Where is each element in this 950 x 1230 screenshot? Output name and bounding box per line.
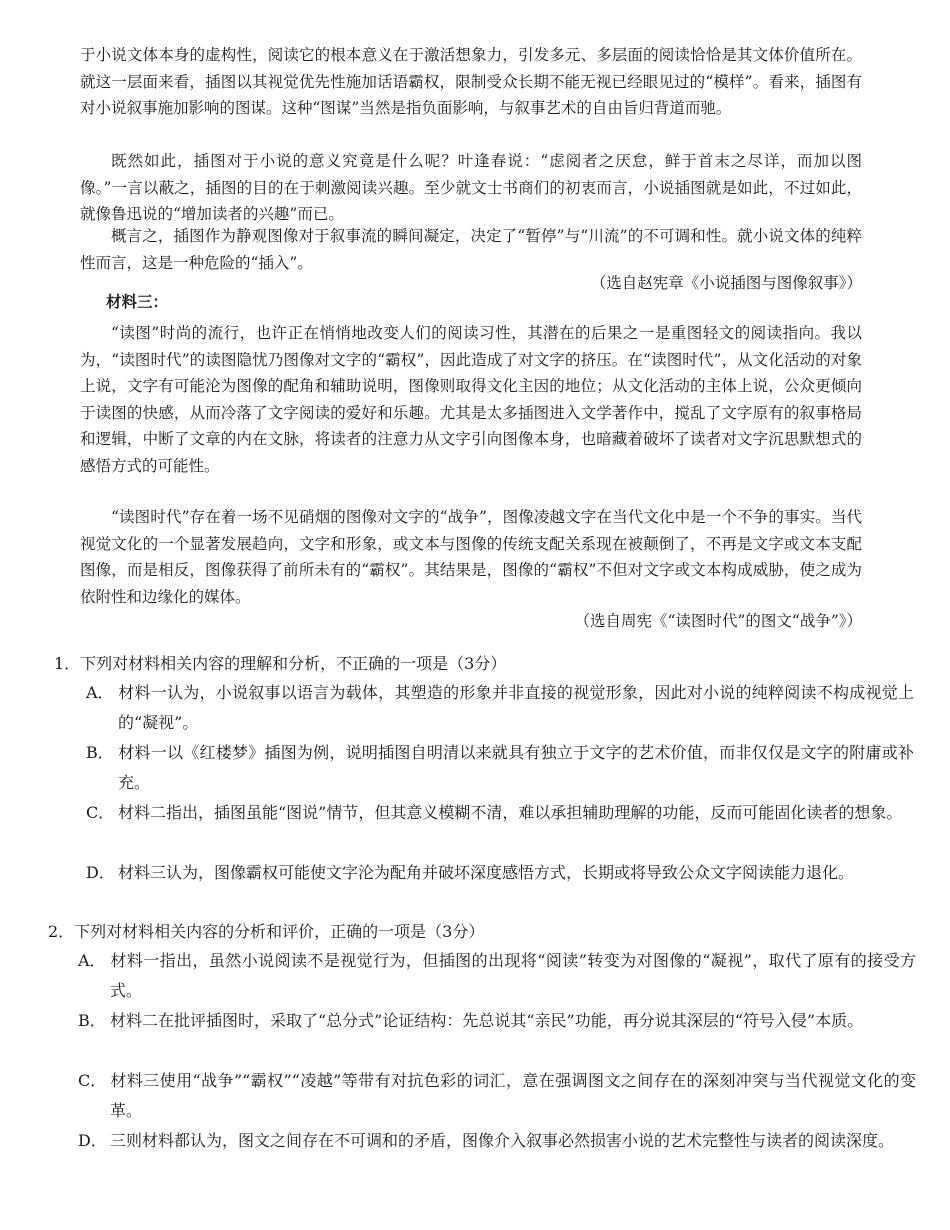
material2-paragraph-1: 于小说文体本身的虚构性，阅读它的根本意义在于激活想象力，引发多元、多层面的阅读恰恰是其文体价值所在。就这一层面来看，插图以其视觉优先性施加话语霸权，限制受众长期不能无视已经眼见过的“模样”。看来，插图有对小说叙事施加影响的图谋。这种“图谋”当然是指负面影响，与叙事艺术的自由旨归背道而驰。 <box>80 46 862 117</box>
option-letter: A． <box>78 951 106 970</box>
material2-paragraph-2: 既然如此，插图对于小说的意义究竟是什么呢？叶逢春说：“虑阅者之厌怠，鲜于首末之尽详，而加以图像。”一言以蔽之，插图的目的在于刺激阅读兴趣。至少就文士书商们的初衷而言，小说插图就是如此，不过如此，就像鲁迅说的“增加读者的兴趣”而已。 <box>80 152 862 223</box>
question-1-option-b <box>86 738 914 798</box>
option-letter: B． <box>78 1011 106 1030</box>
option-letter: B． <box>86 743 114 762</box>
option-text: 材料二在批评插图时，采取了“总分式”论证结构：先总说其“亲民”功能，再分说其深层的“符号入侵”本质。 <box>110 1011 864 1030</box>
option-letter: C． <box>86 803 115 822</box>
material3-source: （选自周宪《“读图时代”的图文“战争”》） <box>574 612 862 630</box>
question-1-option-d <box>86 858 914 888</box>
option-letter: D． <box>78 1131 107 1150</box>
question-2-stem: 2．下列对材料相关内容的分析和评价，正确的一项是（3分） <box>48 922 485 941</box>
question-2-option-d <box>78 1126 916 1156</box>
material2-source: （选自赵宪章《小说插图与图像叙事》） <box>590 274 862 292</box>
question-1-stem: 1．下列对材料相关内容的理解和分析，不正确的一项是（3分） <box>54 654 507 673</box>
option-letter: D． <box>86 863 115 882</box>
question-2-option-c <box>78 1066 916 1126</box>
material2-paragraph-3: 概言之，插图作为静观图像对于叙事流的瞬间凝定，决定了“暂停”与“川流”的不可调和性。就小说文体的纯粹性而言，这是一种危险的“插入”。 <box>80 227 862 272</box>
option-text: 材料一认为，小说叙事以语言为载体，其塑造的形象并非直接的视觉形象，因此对小说的纯粹阅读不构成视觉上的“凝视”。 <box>118 683 914 732</box>
option-text: 材料三认为，图像霸权可能使文字沦为配角并破坏深度感悟方式，长期或将导致公众文字阅读能力退化。 <box>118 863 855 882</box>
option-letter: A． <box>86 683 114 702</box>
question-1-option-a <box>86 678 914 738</box>
material3-paragraph-1: “读图”时尚的流行，也许正在悄悄地改变人们的阅读习性，其潜在的后果之一是重图轻文的阅读指向。我以为，“读图时代”的读图隐忧乃图像对文字的“霸权”，因此造成了对文字的挤压。在“读图时代”，从文化活动的对象上说，文字有可能沦为图像的配角和辅助说明，图像则取得文化主因的地位；从文化活动的主体上说，公众更倾向于读图的快感，从而冷落了文字阅读的爱好和乐趣。尤其是太多插图进入文学著作中，搅乱了文字原有的叙事格局和逻辑，中断了文章的内在文脉，将读者的注意力从文字引向图像本身，也暗藏着破坏了读者对文字沉思默想式的感悟方式的可能性。 <box>80 324 862 475</box>
option-text: 材料二指出，插图虽能“图说”情节，但其意义模糊不清，难以承担辅助理解的功能，反而可能固化读者的想象。 <box>118 803 903 822</box>
option-text: 材料一以《红楼梦》插图为例，说明插图自明清以来就具有独立于文字的艺术价值，而非仅仅是文字的附庸或补充。 <box>118 743 914 792</box>
option-text: 材料三使用“战争”“霸权”“凌越”等带有对抗色彩的词汇，意在强调图文之间存在的深刻冲突与当代视觉文化的变革。 <box>110 1071 916 1120</box>
question-2-option-a <box>78 946 916 1006</box>
option-text: 三则材料都认为，图文之间存在不可调和的矛盾，图像介入叙事必然损害小说的艺术完整性与读者的阅读深度。 <box>110 1131 895 1150</box>
question-1-option-c <box>86 798 914 828</box>
material3-paragraph-2: “读图时代”存在着一场不见硝烟的图像对文字的“战争”，图像凌越文字在当代文化中是一个不争的事实。当代视觉文化的一个显著发展趋向，文字和形象，或文本与图像的传统支配关系现在被颠倒了，不再是文字或文本支配图像，而是相反，图像获得了前所未有的“霸权”。其结果是，图像的“霸权”不但对文字或文本构成威胁，使之成为依附性和边缘化的媒体。 <box>80 508 862 606</box>
option-letter: C． <box>78 1071 107 1090</box>
question-2-option-b <box>78 1006 916 1036</box>
option-text: 材料一指出，虽然小说阅读不是视觉行为，但插图的出现将“阅读”转变为对图像的“凝视”，取代了原有的接受方式。 <box>110 951 916 1000</box>
material3-heading: 材料三： <box>106 292 169 311</box>
